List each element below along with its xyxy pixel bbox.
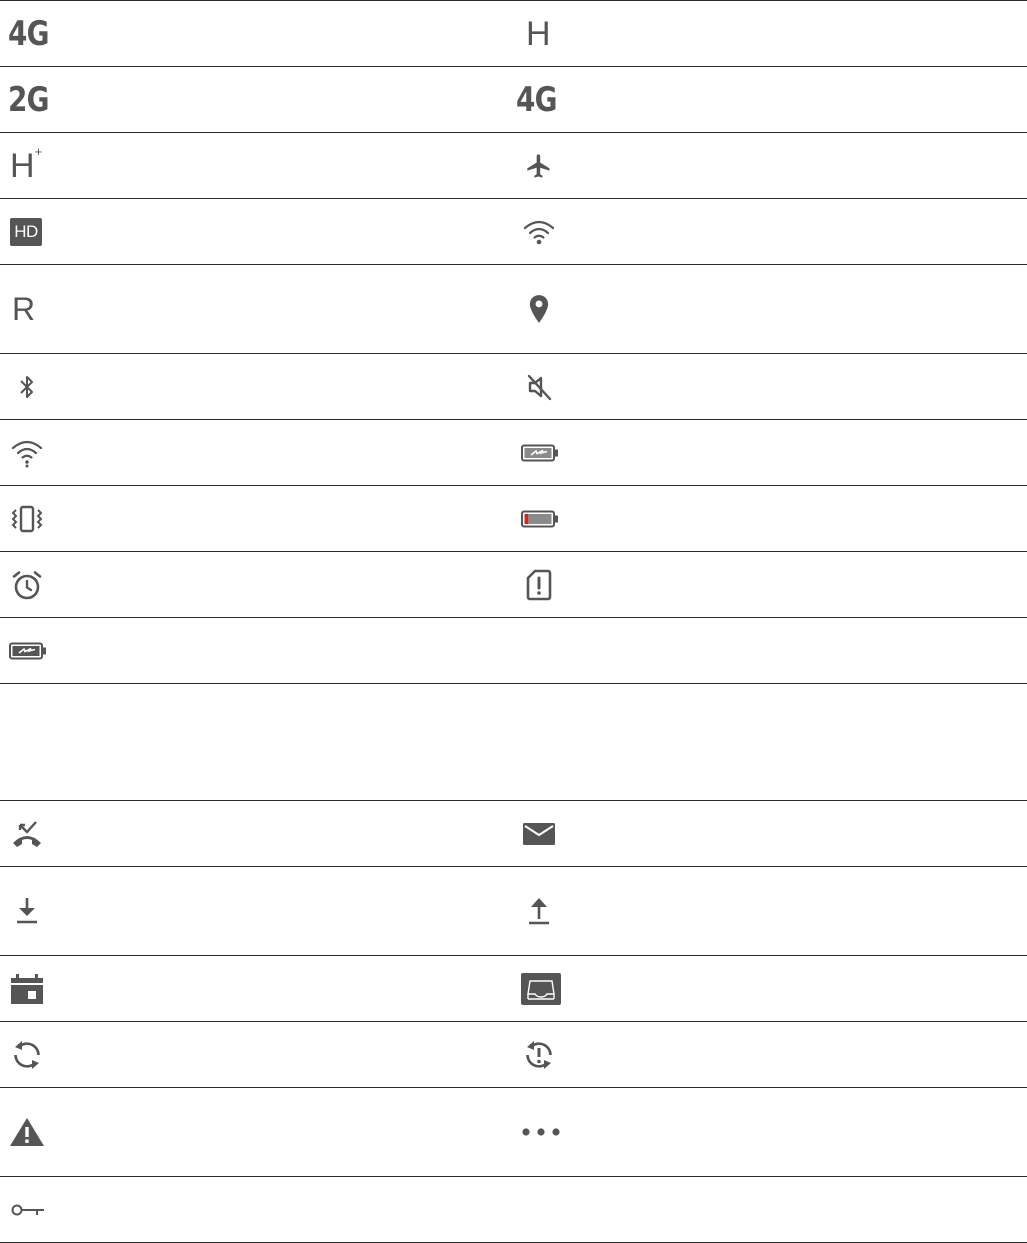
roaming-icon: R	[12, 291, 36, 327]
table-row	[0, 133, 1027, 199]
table-cell	[8, 486, 46, 551]
location-icon	[520, 289, 558, 329]
table-cell	[520, 420, 560, 485]
alarm-icon	[8, 565, 46, 605]
table-cell	[520, 552, 558, 617]
new-email-icon	[520, 814, 558, 854]
table-row	[0, 956, 1027, 1022]
wifi-hotspot-icon	[8, 433, 46, 473]
table-cell	[8, 420, 46, 485]
table-cell	[8, 133, 42, 198]
no-sim-icon	[520, 565, 558, 605]
airplane-mode-icon	[520, 146, 558, 186]
table-cell	[520, 1088, 562, 1176]
table-cell	[8, 801, 46, 866]
table-row	[0, 552, 1027, 618]
battery-full-charging-icon	[8, 631, 48, 671]
table-cell	[516, 67, 566, 132]
table-row	[0, 867, 1027, 956]
table-row	[0, 1088, 1027, 1177]
hd-voice-icon	[10, 218, 42, 246]
table-cell	[8, 867, 46, 955]
bluetooth-icon	[8, 367, 46, 407]
calendar-event-icon	[8, 969, 46, 1009]
table-cell	[8, 1, 58, 66]
table-row	[0, 265, 1027, 354]
h-plus-letter: H	[10, 146, 35, 185]
table-cell	[8, 1177, 48, 1242]
table-cell	[520, 1022, 558, 1087]
vibrate-mode-icon	[8, 499, 46, 539]
table-cell	[8, 618, 48, 683]
h-plus-network-icon	[10, 143, 43, 185]
download-icon	[8, 891, 46, 931]
silent-mode-icon	[520, 367, 558, 407]
wifi-icon	[520, 212, 558, 252]
table-cell	[8, 552, 46, 617]
table-row	[0, 67, 1027, 133]
table-row	[0, 1022, 1027, 1088]
hd-voice-label: HD	[14, 221, 38, 241]
table-cell	[8, 1088, 46, 1176]
table-cell	[8, 354, 46, 419]
warning-icon	[8, 1112, 46, 1152]
h-network-icon: H	[526, 14, 551, 53]
table-row	[0, 420, 1027, 486]
vpn-key-icon	[8, 1190, 48, 1230]
battery-charging-icon	[520, 433, 560, 473]
4g-network-icon: 4G	[8, 13, 49, 54]
table-row	[0, 199, 1027, 265]
table-cell	[8, 67, 58, 132]
h-plus-sup: +	[34, 143, 43, 159]
table-cell	[520, 265, 558, 353]
table-cell	[520, 199, 558, 264]
notification-icons-table	[0, 800, 1027, 1243]
storage-full-icon	[520, 969, 562, 1009]
sync-failed-icon	[520, 1035, 558, 1075]
table-row	[0, 1, 1027, 67]
table-cell	[8, 265, 35, 353]
table-cell	[520, 1, 551, 66]
table-cell	[8, 199, 42, 264]
table-row	[0, 1177, 1027, 1243]
table-cell	[520, 867, 558, 955]
syncing-icon	[8, 1035, 46, 1075]
more-notifications-icon	[520, 1112, 562, 1152]
table-cell	[520, 956, 562, 1021]
missed-call-icon	[8, 814, 46, 854]
table-cell	[520, 133, 558, 198]
table-cell	[8, 956, 46, 1021]
battery-low-icon	[520, 499, 560, 539]
table-cell	[520, 354, 558, 419]
table-cell	[8, 1022, 46, 1087]
4g-network-icon: 4G	[516, 79, 557, 120]
table-row	[0, 354, 1027, 420]
table-cell	[520, 801, 558, 866]
table-cell	[520, 486, 560, 551]
upload-icon	[520, 891, 558, 931]
table-row	[0, 618, 1027, 684]
table-row	[0, 801, 1027, 867]
table-row	[0, 486, 1027, 552]
2g-network-icon: 2G	[8, 79, 49, 120]
